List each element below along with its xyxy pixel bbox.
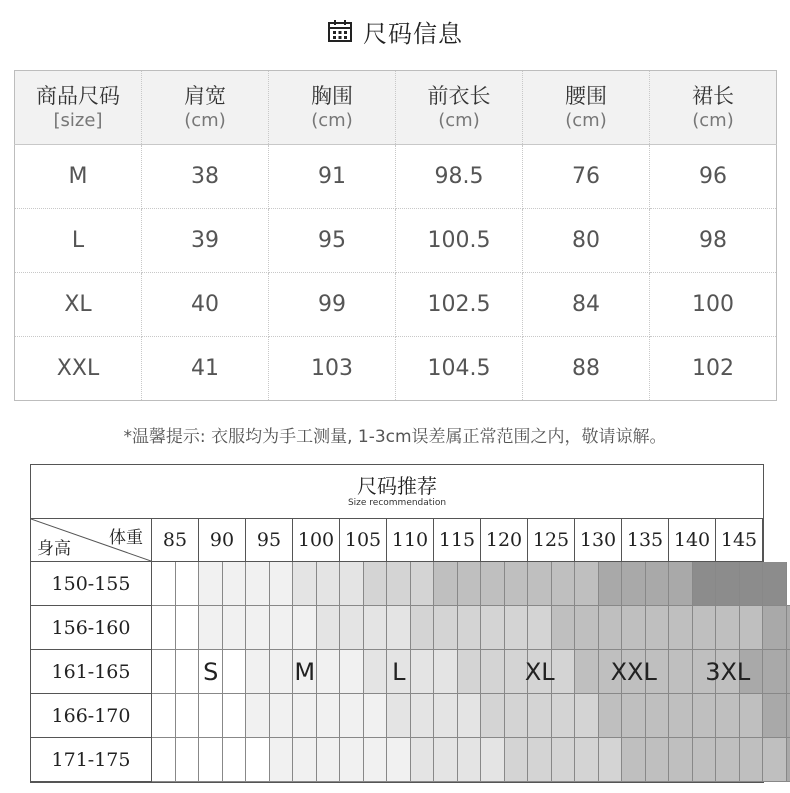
grid-cell <box>575 738 599 782</box>
grid-cell <box>340 562 364 606</box>
grid-cell <box>458 738 482 782</box>
grid-cell <box>669 650 693 694</box>
grid-cell <box>693 562 717 606</box>
grid-cell <box>505 738 529 782</box>
grid-cell <box>646 694 670 738</box>
grid-cell <box>317 562 341 606</box>
grid-cell <box>317 694 341 738</box>
header-unit: (cm) <box>565 109 607 131</box>
grid-cell <box>552 606 576 650</box>
table-cell: 104.5 <box>396 337 523 401</box>
grid-cell <box>434 562 458 606</box>
grid-cell <box>528 606 552 650</box>
grid-cell <box>364 650 388 694</box>
height-row-label: 161-165 <box>31 650 152 694</box>
grid-cell <box>528 694 552 738</box>
grid-cell <box>646 606 670 650</box>
grid-cell <box>176 562 200 606</box>
weight-header-cell: 125 <box>528 519 575 562</box>
table-row <box>15 209 777 273</box>
size-cell: L <box>15 209 142 273</box>
grid-cell <box>481 650 505 694</box>
grid-cell <box>481 606 505 650</box>
height-row-label: 156-160 <box>31 606 152 650</box>
grid-cell <box>246 738 270 782</box>
height-row-label: 171-175 <box>31 738 152 782</box>
grid-cell <box>599 562 623 606</box>
grid-cell <box>716 738 740 782</box>
grid-cell <box>505 694 529 738</box>
header-cell <box>142 71 269 145</box>
grid-cell <box>317 606 341 650</box>
grid-cell <box>246 562 270 606</box>
height-row-label: 150-155 <box>31 562 152 606</box>
grid-cell <box>387 562 411 606</box>
grid-cell <box>411 694 435 738</box>
grid-cell <box>716 694 740 738</box>
weight-header-cell: 140 <box>669 519 716 562</box>
grid-cell <box>458 694 482 738</box>
page-title: 尺码信息 <box>363 19 463 48</box>
size-table-header <box>15 71 777 145</box>
grid-cell <box>646 562 670 606</box>
grid-cell <box>434 738 458 782</box>
grid-cell <box>293 562 317 606</box>
header-cell <box>396 71 523 145</box>
size-label: L <box>392 658 406 686</box>
calendar-icon <box>327 19 353 43</box>
header-label: 裙长 <box>692 83 734 108</box>
table-cell: 96 <box>650 145 777 209</box>
grid-cell <box>270 738 294 782</box>
grid-cell <box>458 606 482 650</box>
grid-cell <box>575 694 599 738</box>
table-cell: 98.5 <box>396 145 523 209</box>
grid-cell <box>364 738 388 782</box>
size-cell: XXL <box>15 337 142 401</box>
size-label: M <box>294 658 316 686</box>
weight-header-cell: 135 <box>622 519 669 562</box>
table-cell: 38 <box>142 145 269 209</box>
grid-cell <box>787 694 790 738</box>
weight-header-cell: 95 <box>246 519 293 562</box>
grid-cell <box>199 606 223 650</box>
table-cell: 99 <box>269 273 396 337</box>
grid-cell <box>152 738 176 782</box>
section-title <box>0 14 790 48</box>
weight-header-cell: 105 <box>340 519 387 562</box>
table-row <box>15 145 777 209</box>
grid-cell <box>599 694 623 738</box>
grid-cell <box>387 694 411 738</box>
grid-cell <box>481 738 505 782</box>
grid-cell <box>434 650 458 694</box>
corner-header <box>31 519 152 562</box>
grid-cell <box>270 694 294 738</box>
grid-cell <box>223 606 247 650</box>
grid-cell <box>575 606 599 650</box>
grid-cell <box>528 562 552 606</box>
table-cell: 39 <box>142 209 269 273</box>
grid-cell <box>505 562 529 606</box>
grid-cell <box>246 650 270 694</box>
grid-cell <box>270 562 294 606</box>
grid-cell <box>293 694 317 738</box>
grid-cell <box>669 562 693 606</box>
grid-cell <box>223 738 247 782</box>
grid-cell <box>223 650 247 694</box>
grid-cell <box>763 562 787 606</box>
grid-cell <box>575 562 599 606</box>
grid-cell <box>693 694 717 738</box>
table-cell: 102 <box>692 356 734 381</box>
grid-cell <box>387 738 411 782</box>
grid-cell <box>387 606 411 650</box>
grid-cell <box>716 562 740 606</box>
size-label: 3XL <box>705 658 751 686</box>
grid-cell <box>552 650 576 694</box>
size-label: XL <box>524 658 555 686</box>
grid-cell <box>364 562 388 606</box>
measurement-note: *温馨提示: 衣服均为手工测量, 1-3cm误差属正常范围之内，敬请谅解。 <box>123 427 667 447</box>
height-axis-label: 身高 <box>37 539 71 559</box>
grid-cell <box>763 694 787 738</box>
weight-header-cell: 130 <box>575 519 622 562</box>
grid-cell <box>317 738 341 782</box>
weight-header-cell: 85 <box>152 519 199 562</box>
header-unit: (cm) <box>438 109 480 131</box>
weight-header-cell: 90 <box>199 519 246 562</box>
grid-cell <box>505 606 529 650</box>
grid-cell <box>270 650 294 694</box>
header-label: 商品尺码 <box>36 83 120 108</box>
grid-cell <box>434 606 458 650</box>
grid-cell <box>364 606 388 650</box>
table-cell: 95 <box>269 209 396 273</box>
header-label: 前衣长 <box>427 83 491 108</box>
weight-axis-label: 体重 <box>109 528 143 548</box>
grid-cell <box>599 738 623 782</box>
grid-cell <box>270 606 294 650</box>
header-cell <box>523 71 650 145</box>
table-cell: 84 <box>523 273 650 337</box>
table-cell: 98 <box>650 209 777 273</box>
grid-cell <box>622 694 646 738</box>
grid-cell <box>763 606 787 650</box>
grid-cell <box>458 650 482 694</box>
header-label: 胸围 <box>311 83 353 108</box>
grid-cell <box>223 694 247 738</box>
table-cell: 91 <box>269 145 396 209</box>
table-cell: 80 <box>523 209 650 273</box>
grid-cell <box>293 606 317 650</box>
grid-cell <box>176 650 200 694</box>
grid-cell <box>740 694 764 738</box>
table-cell: 103 <box>269 337 396 401</box>
table-cell: 100 <box>650 273 777 337</box>
header-cell <box>15 71 142 145</box>
table-cell: 102.5 <box>396 273 523 337</box>
header-unit: [size] <box>53 109 103 131</box>
grid-cell <box>199 738 223 782</box>
grid-cell <box>646 738 670 782</box>
grid-cell <box>223 562 247 606</box>
grid-cell <box>740 606 764 650</box>
grid-cell <box>199 562 223 606</box>
grid-cell <box>434 694 458 738</box>
grid-cell <box>246 694 270 738</box>
size-cell: M <box>15 145 142 209</box>
weight-header-cell: 120 <box>481 519 528 562</box>
grid-cell <box>787 606 790 650</box>
table-row <box>15 273 777 337</box>
header-label: 腰围 <box>565 83 607 108</box>
grid-cell <box>669 606 693 650</box>
grid-cell <box>199 694 223 738</box>
grid-cell <box>411 606 435 650</box>
size-cell: XL <box>15 273 142 337</box>
grid-cell <box>317 650 341 694</box>
grid-cell <box>364 694 388 738</box>
grid-cell <box>740 562 764 606</box>
size-recommendation-chart <box>30 464 764 783</box>
header-cell <box>269 71 396 145</box>
table-cell: 40 <box>142 273 269 337</box>
grid-cell <box>552 694 576 738</box>
weight-header-cell: 110 <box>387 519 434 562</box>
grid-cell <box>176 694 200 738</box>
grid-cell <box>176 738 200 782</box>
grid-cell <box>246 606 270 650</box>
grid-cell <box>481 694 505 738</box>
weight-header-cell: 145 <box>716 519 763 562</box>
grid-cell <box>152 606 176 650</box>
grid-cell <box>622 606 646 650</box>
grid-cell <box>340 606 364 650</box>
header-label: 肩宽 <box>184 83 226 108</box>
grid-cell <box>340 650 364 694</box>
grid-cell <box>763 650 787 694</box>
grid-cell <box>669 694 693 738</box>
grid-cell <box>575 650 599 694</box>
weight-header-cell: 115 <box>434 519 481 562</box>
header-unit: (cm) <box>311 109 353 131</box>
table-row <box>15 337 777 401</box>
grid-cell <box>716 606 740 650</box>
grid-cell <box>622 562 646 606</box>
size-label: S <box>203 658 219 686</box>
size-table <box>14 70 777 401</box>
grid-cell <box>458 562 482 606</box>
grid-cell <box>293 738 317 782</box>
grid-cell <box>411 650 435 694</box>
grid-cell <box>763 738 787 782</box>
grid-cell <box>552 738 576 782</box>
recommendation-subtitle: Size recommendation <box>347 498 447 508</box>
header-cell <box>650 71 777 145</box>
grid-cell <box>411 562 435 606</box>
recommendation-header <box>31 465 763 519</box>
grid-cell <box>340 738 364 782</box>
grid-cell <box>340 694 364 738</box>
table-cell: 76 <box>523 145 650 209</box>
grid-cell <box>693 738 717 782</box>
grid-cell <box>622 738 646 782</box>
grid-cell <box>411 738 435 782</box>
table-cell: 41 <box>142 337 269 401</box>
grid-cell <box>552 562 576 606</box>
grid-cell <box>152 694 176 738</box>
grid-cell <box>787 562 790 606</box>
header-unit: (cm) <box>184 109 226 131</box>
grid-cell <box>176 606 200 650</box>
table-cell: 88 <box>523 337 650 401</box>
table-cell: 100.5 <box>396 209 523 273</box>
grid-cell <box>787 650 790 694</box>
grid-cell <box>740 738 764 782</box>
grid-cell <box>152 650 176 694</box>
grid-cell <box>693 606 717 650</box>
grid-cell <box>787 738 790 782</box>
height-row-label: 166-170 <box>31 694 152 738</box>
grid-cell <box>481 562 505 606</box>
grid-cell <box>528 738 552 782</box>
grid-cell <box>669 738 693 782</box>
recommendation-title: 尺码推荐 <box>357 474 437 498</box>
header-unit: (cm) <box>692 109 734 131</box>
grid-cell <box>599 606 623 650</box>
size-label: XXL <box>610 658 657 686</box>
grid-cell <box>152 562 176 606</box>
weight-header-cell: 100 <box>293 519 340 562</box>
